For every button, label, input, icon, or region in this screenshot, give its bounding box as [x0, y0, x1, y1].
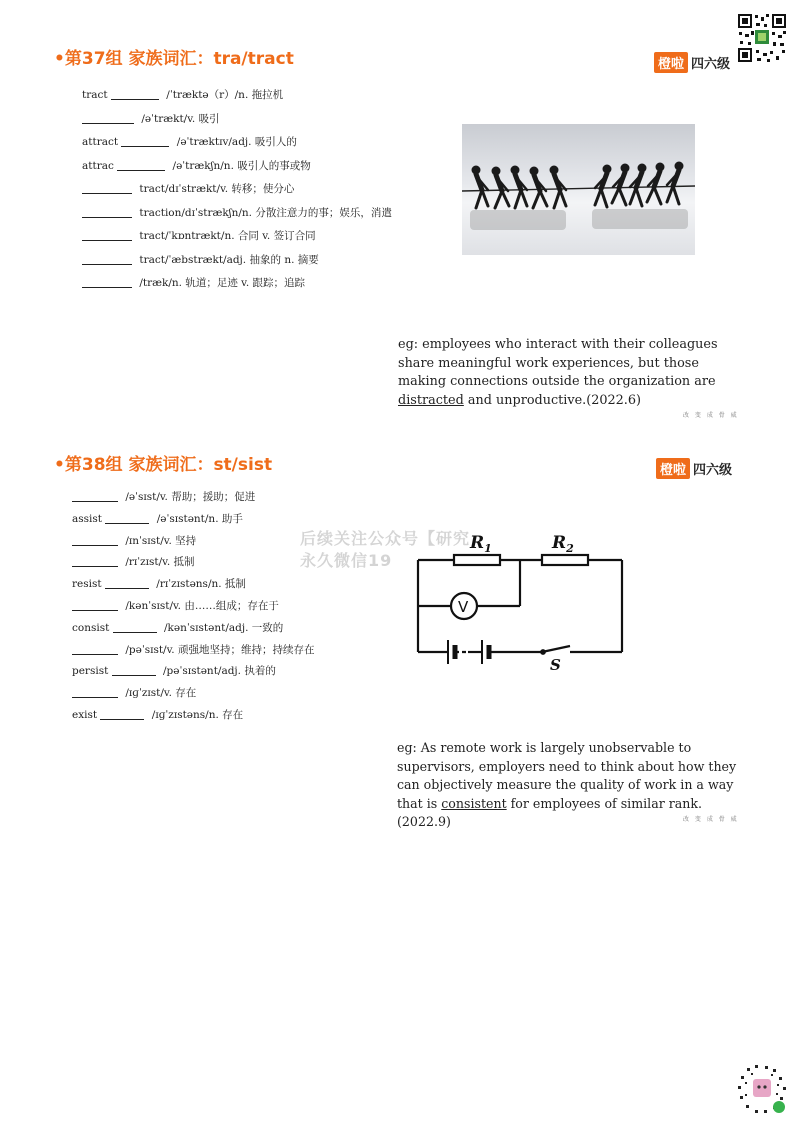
brand-tag: 橙啦 [654, 52, 688, 73]
fill-blank[interactable] [121, 135, 169, 147]
vocab-definition: /ˈtræktə（r）/n. 拖拉机 [166, 89, 284, 101]
fill-blank[interactable] [72, 643, 118, 655]
vocab-row [72, 640, 314, 662]
vocab-definition: /træk/n. 轨道；足迹 v. 跟踪；追踪 [139, 277, 306, 289]
vocab-row [82, 178, 392, 202]
vocab-row [72, 596, 314, 618]
vocab-definition: tract/dɪˈstrækt/v. 转移；使分心 [139, 183, 295, 195]
fill-blank[interactable] [117, 159, 165, 171]
r1-label: $R_1$ [470, 533, 492, 555]
vocab-row [82, 155, 392, 179]
fill-blank[interactable] [82, 182, 132, 194]
vocab-word: tract [82, 89, 108, 101]
vocab-word: persist [72, 665, 109, 678]
vocab-row [82, 202, 392, 226]
vocab-definition: /pəˈsɪstənt/adj. 执着的 [163, 665, 276, 678]
vocab-row [82, 272, 392, 296]
vocab-definition: tract/ˈkɒntrækt/n. 合同 v. 签订合同 [139, 230, 316, 242]
vocab-row [72, 552, 314, 574]
example-text: eg: As remote work is largely unobservable to supervisors, employers need to think about how they can objectively measure the quality of work in a way that is [397, 740, 737, 811]
vocab-list-38 [72, 487, 314, 727]
vocab-row [72, 661, 314, 683]
vocab-row [82, 225, 392, 249]
vocab-row [72, 574, 314, 596]
vocab-row [72, 618, 314, 640]
qr-code-top [736, 12, 788, 64]
vocab-row [82, 108, 392, 132]
brand-badge-37 [654, 52, 730, 73]
fill-blank[interactable] [82, 253, 132, 265]
fill-blank[interactable] [105, 577, 149, 589]
fill-blank[interactable] [82, 276, 132, 288]
vocab-definition: /əˈsɪst/v. 帮助；援助；促进 [125, 491, 256, 503]
vocab-definition: /rɪˈzɪstəns/n. 抵制 [156, 578, 246, 591]
fill-blank[interactable] [72, 686, 118, 698]
fill-blank[interactable] [113, 621, 157, 633]
vocab-definition: traction/dɪˈstrækʃn/n. 分散注意力的事；娱乐，消遣 [139, 206, 392, 219]
fill-blank[interactable] [72, 490, 118, 502]
example-text: and unproductive.(2022.6) [463, 392, 641, 408]
voltmeter-label: V [458, 598, 469, 616]
vocab-definition: /kənˈsɪst/v. 由……组成；存在于 [125, 599, 279, 612]
vocab-definition: /pəˈsɪst/v. 顽强地坚持；维持；持续存在 [125, 643, 315, 656]
vocab-row [72, 509, 314, 531]
fill-blank[interactable] [72, 555, 118, 567]
watermark-line: 永久微信19 [300, 551, 393, 570]
vocab-definition: /kənˈsɪstənt/adj. 一致的 [164, 621, 284, 634]
vocab-word: consist [72, 621, 110, 634]
section-37-title: •第37组 家族词汇：tra/tract [54, 49, 294, 69]
vocab-word: attrac [82, 159, 114, 172]
vocab-list-37 [82, 84, 392, 296]
vocab-definition: tract/ˈæbstrækt/adj. 抽象的 n. 摘要 [139, 253, 319, 266]
example-keyword: consistent [441, 795, 507, 811]
vocab-definition: /əˈtrækʃn/n. 吸引人的事或物 [172, 159, 311, 172]
circuit-diagram [410, 524, 632, 674]
watermark-line: 后续关注公众号【研究 [300, 529, 471, 548]
vocab-word: attract [82, 136, 119, 148]
r2-label: $R_2$ [552, 533, 574, 555]
brand-badge-38 [656, 458, 732, 479]
example-text: eg: employees who interact with their colleagues share meaningful work experiences, but those making connections outside the organization are [398, 337, 718, 389]
fill-blank[interactable] [82, 206, 132, 218]
qr-code-bottom [733, 1060, 791, 1118]
vocab-row [72, 683, 314, 705]
vocab-definition: /ɪnˈsɪst/v. 坚持 [125, 534, 197, 547]
tug-of-war-image [462, 124, 695, 255]
vocab-definition: /əˈsɪstənt/n. 助手 [156, 512, 243, 525]
vocab-word: resist [72, 578, 102, 591]
vocab-definition: /rɪˈzɪst/v. 抵制 [125, 556, 195, 569]
vocab-row [82, 249, 392, 273]
example-sentence-37 [398, 336, 740, 410]
fill-blank[interactable] [72, 534, 118, 546]
switch-label: S [550, 656, 561, 674]
section-38-title: •第38组 家族词汇：st/sist [54, 455, 273, 475]
fill-blank[interactable] [100, 708, 144, 720]
fill-blank[interactable] [105, 512, 149, 524]
brand-level: 四六级 [691, 57, 731, 72]
vocab-word: assist [72, 512, 103, 525]
vocab-row [82, 131, 392, 155]
example-text: for employees of similar rank.(2022.9) [397, 795, 703, 829]
vocab-definition: /əˈtræktɪv/adj. 吸引人的 [176, 136, 297, 148]
vocab-row [82, 84, 392, 108]
fill-blank[interactable] [72, 599, 118, 611]
vocab-definition: /əˈtrækt/v. 吸引 [141, 112, 220, 125]
fill-blank[interactable] [82, 229, 132, 241]
vocab-definition: /ɪɡˈzɪstəns/n. 存在 [151, 708, 244, 721]
page-footer-mark: 改 变 成 骨 威 [683, 816, 739, 823]
vocab-row [72, 531, 314, 553]
page-footer-mark: 改 变 成 骨 威 [683, 412, 739, 419]
fill-blank[interactable] [112, 664, 156, 676]
fill-blank[interactable] [111, 88, 159, 100]
vocab-word: exist [72, 708, 98, 721]
vocab-row [72, 487, 314, 509]
brand-level: 四六级 [693, 463, 733, 478]
vocab-row [72, 705, 314, 727]
example-keyword: distracted [398, 392, 464, 408]
brand-tag: 橙啦 [656, 458, 690, 479]
fill-blank[interactable] [82, 112, 134, 124]
vocab-definition: /ɪɡˈzɪst/v. 存在 [125, 687, 197, 700]
